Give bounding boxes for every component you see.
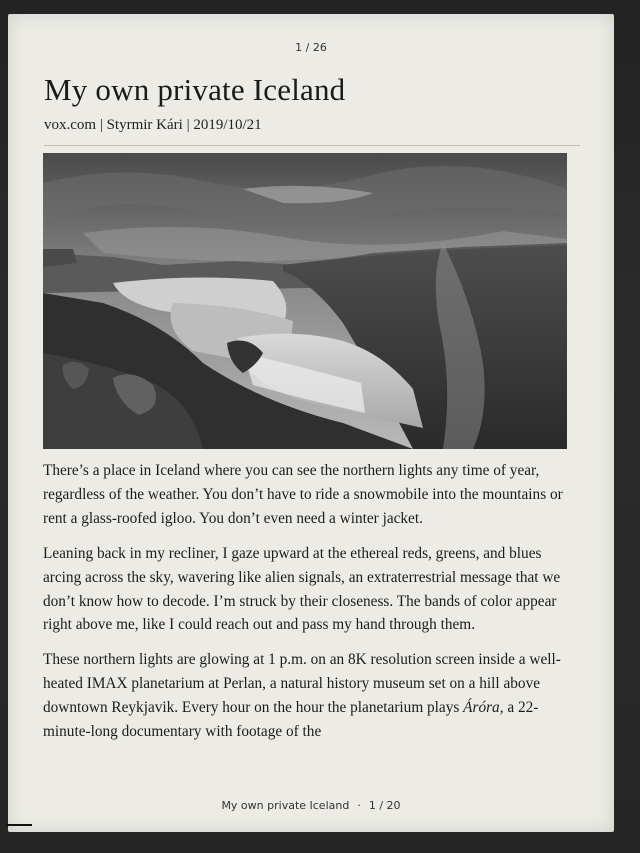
chapter-title: My own private Iceland — [221, 799, 350, 812]
hero-image — [43, 153, 567, 449]
title-divider — [44, 145, 580, 146]
reading-progress-indicator — [6, 824, 32, 826]
footer-separator: · — [357, 799, 361, 812]
article-title: My own private Iceland — [44, 72, 346, 107]
article-body — [43, 459, 581, 755]
chapter-progress: 1 / 20 — [368, 799, 401, 812]
reader-screen[interactable] — [8, 14, 614, 832]
page-indicator: 1 / 26 — [295, 41, 327, 54]
film-title: Áróra — [463, 699, 500, 717]
reader-footer — [8, 799, 614, 812]
paragraph: There’s a place in Iceland where you can see the northern lights any time of year, regardless of the weather. You don’t have to ride a snowmobile into the mountains or rent a glass-roofed igloo. You don’t even need a winter jacket. — [43, 462, 563, 527]
paragraph: These northern lights are glowing at 1 p.m. on an 8K resolution screen inside a well-heated IMAX planetarium at Perlan, a natural history museum set on a hill above downtown Reykjavik. Every hour on the hour the planetarium plays Áróra, a 22-minute-long documentary with footage of the — [43, 651, 561, 741]
article-byline: vox.com | Styrmir Kári | 2019/10/21 — [44, 117, 262, 133]
paragraph: Leaning back in my recliner, I gaze upward at the ethereal reds, greens, and blues arcing across the sky, wavering like alien signals, an extraterrestrial message that we don’t know how to decode. I’m struck by their closeness. The bands of color appear right above me, like I could reach out and pass my hand through them. — [43, 544, 561, 634]
